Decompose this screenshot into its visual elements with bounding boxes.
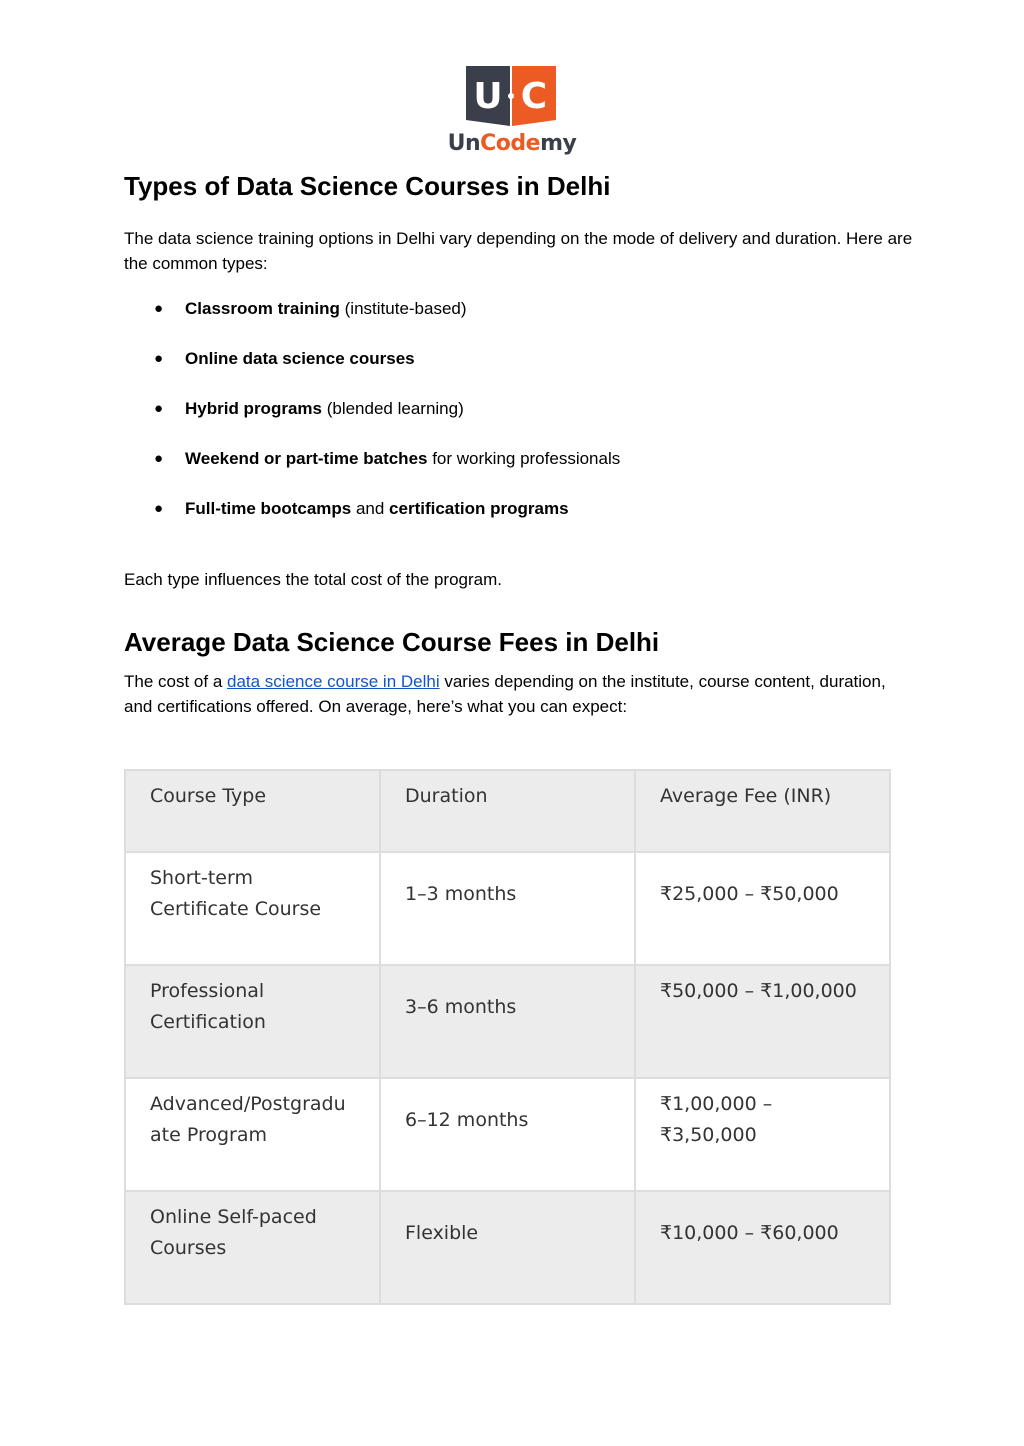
section-heading-fees: Average Data Science Course Fees in Delhi	[124, 627, 660, 657]
cell-course-type: Advanced/Postgraduate Program	[125, 1078, 380, 1191]
table-row	[125, 852, 890, 965]
cell-duration: Flexible	[380, 1191, 635, 1304]
list-item-bold: Online data science courses	[185, 349, 415, 368]
list-item	[124, 296, 620, 346]
fees-paragraph	[124, 669, 914, 719]
uncodemy-logo	[440, 66, 584, 158]
table-header-row	[125, 770, 890, 852]
section-heading-types: Types of Data Science Courses in Delhi	[124, 171, 611, 201]
course-types-list	[124, 296, 620, 546]
fee-table	[124, 769, 891, 1305]
cell-duration: 6–12 months	[380, 1078, 635, 1191]
fees-paragraph-end: varies depending on the institute, course content, duration, and certifications offered. On average, here’s what you can expect:	[124, 672, 891, 716]
cell-course-type: Short-term Certificate Course	[125, 852, 380, 965]
fees-paragraph-start: The cost of a	[124, 672, 227, 691]
list-item-text: for working professionals	[427, 449, 621, 468]
data-science-course-link[interactable]: data science course in Delhi	[227, 672, 440, 691]
table-row	[125, 1078, 890, 1191]
cell-course-type: Online Self-paced Courses	[125, 1191, 380, 1304]
cell-fee: ₹25,000 – ₹50,000	[635, 852, 890, 965]
list-item-bold: Classroom training	[185, 299, 340, 318]
column-header-course-type: Course Type	[125, 770, 380, 852]
cell-fee: ₹10,000 – ₹60,000	[635, 1191, 890, 1304]
column-header-average-fee: Average Fee (INR)	[635, 770, 890, 852]
logo-mark-letter-u: U	[473, 76, 503, 117]
logo-word-part-1: Un	[447, 131, 481, 156]
column-header-duration: Duration	[380, 770, 635, 852]
list-item-bold: Weekend or part-time batches	[185, 449, 428, 468]
list-item-text: (blended learning)	[321, 399, 464, 418]
logo-word-part-3: my	[540, 131, 577, 156]
list-item-bold: Full-time bootcamps	[185, 499, 352, 518]
uncodemy-logo-mark	[466, 66, 556, 126]
cell-duration: 1–3 months	[380, 852, 635, 965]
bullet-icon: ●	[154, 450, 164, 467]
cell-fee: ₹50,000 – ₹1,00,000	[635, 965, 890, 1078]
intro-paragraph: The data science training options in Delhi vary depending on the mode of delivery and duration. Here are the common types:	[124, 229, 913, 273]
table-row	[125, 1191, 890, 1304]
list-item-bold-2: certification programs	[389, 499, 569, 518]
logo-wordmark	[440, 130, 584, 158]
list-item-text: (institute-based)	[339, 299, 467, 318]
list-item	[124, 396, 620, 446]
closing-paragraph: Each type influences the total cost of the program.	[124, 570, 502, 589]
bullet-icon: ●	[154, 300, 164, 317]
list-item	[124, 496, 620, 546]
list-item-text: and	[351, 499, 390, 518]
cell-fee: ₹1,00,000 – ₹3,50,000	[635, 1078, 890, 1191]
bullet-icon: ●	[154, 500, 164, 517]
table-row	[125, 965, 890, 1078]
bullet-icon: ●	[154, 400, 164, 417]
bullet-icon: ●	[154, 350, 164, 367]
list-item-bold: Hybrid programs	[185, 399, 322, 418]
logo-word-part-2: Code	[480, 131, 541, 156]
list-item	[124, 446, 620, 496]
logo-mark-letter-c: C	[520, 76, 548, 117]
cell-course-type: Professional Certification	[125, 965, 380, 1078]
list-item	[124, 346, 620, 396]
cell-duration: 3–6 months	[380, 965, 635, 1078]
